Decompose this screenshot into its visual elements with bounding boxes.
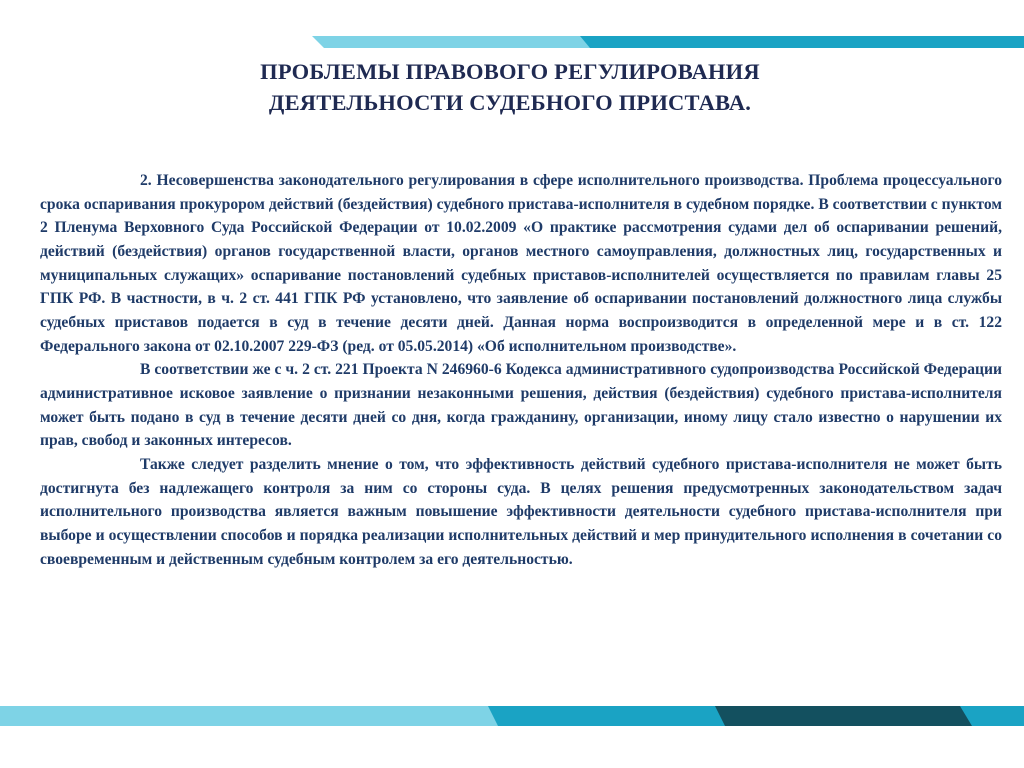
title-line-1: ПРОБЛЕМЫ ПРАВОВОГО РЕГУЛИРОВАНИЯ: [260, 59, 760, 84]
slide-title: [120, 56, 900, 118]
top-decorative-band: [0, 0, 1024, 48]
title-line-2: ДЕЯТЕЛЬНОСТИ СУДЕБНОГО ПРИСТАВА.: [268, 90, 752, 115]
paragraph-1: 2. Несовершенства законодательного регулирования в сфере исполнительного производства. Проблема процессуального срока оспаривания прокурором действий (бездействия) судебного пристава-исполнителя в судебном порядке. В соответствии с пунктом 2 Пленума Верховного Суда Российской Федерации от 10.02.2009 «О практике рассмотрения судами дел об оспаривании решений, действий (бездействия) органов государственной власти, органов местного самоуправления, должностных лиц, государственных и муниципальных служащих» оспаривание постановлений судебных приставов-исполнителей осуществляется по правилам главы 25 ГПК РФ. В частности, в ч. 2 ст. 441 ГПК РФ установлено, что заявление об оспаривании постановлений должностного лица службы судебных приставов подается в суд в течение десяти дней. Данная норма воспроизводится в определенной мере и в ст. 122 Федерального закона от 02.10.2007 229-ФЗ (ред. от 05.05.2014) «Об исполнительном производстве».: [40, 172, 1002, 355]
paragraph-3: Также следует разделить мнение о том, что эффективность действий судебного пристава-исполнителя не может быть достигнута без надлежащего контроля за ним со стороны суда. В целях решения предусмотренных законодательством задач исполнительного производства является важным повышение эффективности деятельности судебного пристава-исполнителя при выборе и осуществлении способов и порядка реализации исполнительных действий и мер принудительного исполнения в сочетании со своевременным и действенным судебным контролем за его деятельностью.: [40, 455, 1002, 568]
bottom-decorative-band: [0, 700, 1024, 736]
paragraph-2: В соответствии же с ч. 2 ст. 221 Проекта N 246960-6 Кодекса административного судопроизводства Российской Федерации административное исковое заявление о признании незаконными решения, действия (бездействия) судебного пристава-исполнителя может быть подано в суд в течение десяти дней со дня, когда гражданину, организации, иному лицу стало известно о нарушении их прав, свобод и законных интересов.: [40, 361, 1002, 450]
body-text: [40, 169, 1002, 571]
